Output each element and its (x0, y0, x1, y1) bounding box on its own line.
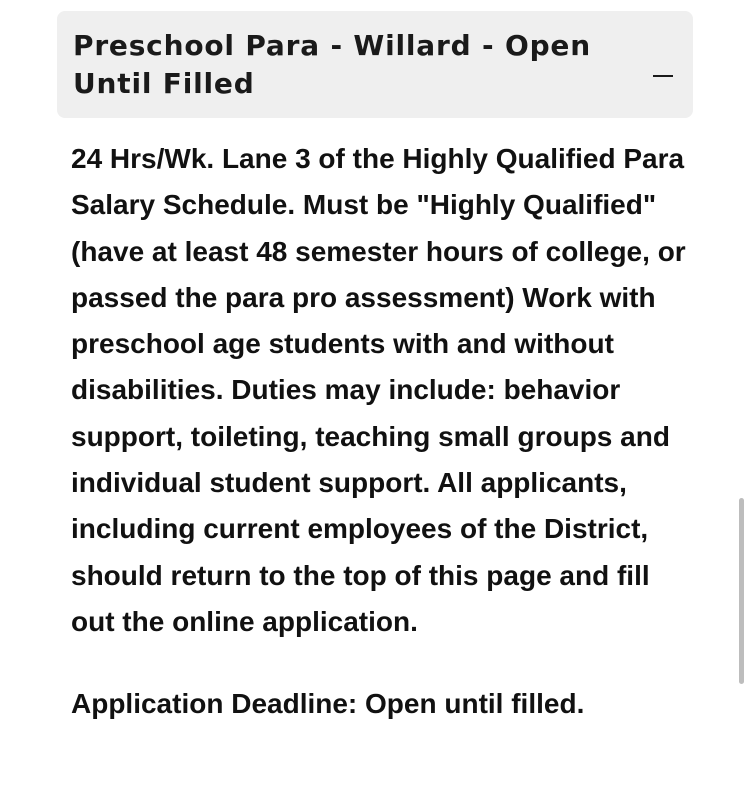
job-accordion-body (71, 136, 699, 727)
scrollbar-thumb[interactable] (739, 498, 744, 684)
application-deadline: Application Deadline: Open until filled. (71, 688, 585, 720)
minus-icon (653, 75, 673, 77)
job-accordion-header[interactable] (57, 11, 693, 118)
job-title: Preschool Para - Willard - Open Until Filled (73, 29, 591, 100)
job-description: 24 Hrs/Wk. Lane 3 of the Highly Qualified Para Salary Schedule. Must be "Highly Qualified" (have at least 48 semester hours of college, or passed the para pro assessment) Work with preschool age students with and without disabilities. Duties may include: behavior support, toileting, teaching small groups and individual student support. All applicants, including current employees of the District, should return to the top of this page and fill out the online application. (71, 143, 686, 637)
collapse-minus-icon[interactable] (651, 53, 675, 77)
